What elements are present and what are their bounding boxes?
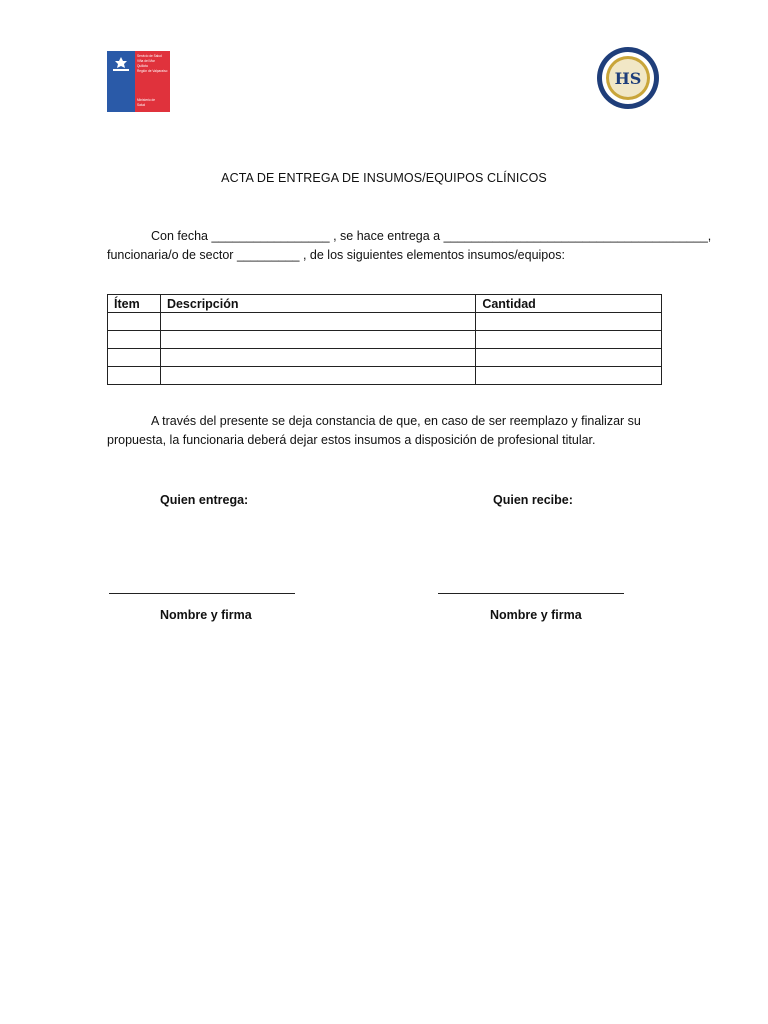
deliverer-name-caption: Nombre y firma [160, 608, 252, 622]
ministry-logo-blue-panel [107, 51, 135, 112]
table-cell[interactable] [160, 331, 475, 349]
intro-paragraph [107, 227, 712, 265]
table-row [108, 367, 662, 385]
receiver-label: Quien recibe: [493, 493, 573, 507]
intro-line-2: funcionaria/o de sector _________ , de los siguientes elementos insumos/equipos: [107, 248, 565, 262]
table-cell[interactable] [160, 349, 475, 367]
logo-text-line: Quillota [137, 64, 148, 68]
table-cell[interactable] [160, 313, 475, 331]
logo-text-line: Ministerio de [137, 98, 156, 102]
ministry-logo-red-panel [135, 51, 170, 112]
table-cell[interactable] [108, 313, 161, 331]
table-row [108, 349, 662, 367]
table-cell[interactable] [476, 331, 662, 349]
column-header-description: Descripción [160, 295, 475, 313]
statement-line-1 [107, 412, 663, 431]
table-row [108, 331, 662, 349]
document-title: ACTA DE ENTREGA DE INSUMOS/EQUIPOS CLÍNICOS [221, 171, 547, 185]
table-header-row [108, 295, 662, 313]
table-cell[interactable] [476, 349, 662, 367]
table-cell[interactable] [476, 367, 662, 385]
table-cell[interactable] [108, 349, 161, 367]
statement-line-1-text: A través del presente se deja constancia de que, en caso de ser reemplazo y finalizar su [151, 414, 641, 428]
intro-line-1 [107, 227, 712, 246]
statement-paragraph [107, 412, 663, 450]
receiver-name-caption: Nombre y firma [490, 608, 582, 622]
table-cell[interactable] [108, 367, 161, 385]
seal-monogram: HS [614, 69, 642, 88]
items-table [107, 294, 662, 385]
logo-text-line: Salud [137, 103, 146, 107]
logo-text-line: Región de Valparaíso [137, 69, 168, 73]
ministry-logo [107, 51, 170, 112]
table-cell[interactable] [476, 313, 662, 331]
column-header-quantity: Cantidad [476, 295, 662, 313]
logo-text-line: Servicio de Salud [137, 54, 162, 58]
statement-line-2: propuesta, la funcionaria deberá dejar estos insumos a disposición de profesional titular. [107, 433, 596, 447]
intro-line-1-text: Con fecha _________________ , se hace entrega a ______________________________________, [151, 229, 712, 243]
receiver-signature-line [438, 593, 624, 594]
deliverer-label: Quien entrega: [160, 493, 249, 507]
logo-text-line: Viña del Mar [137, 59, 155, 63]
table-row [108, 313, 662, 331]
coat-of-arms-icon [110, 55, 132, 73]
column-header-item: Ítem [108, 295, 161, 313]
table-cell[interactable] [160, 367, 475, 385]
table-cell[interactable] [108, 331, 161, 349]
hospital-seal-icon [596, 46, 660, 110]
deliverer-signature-line [109, 593, 295, 594]
